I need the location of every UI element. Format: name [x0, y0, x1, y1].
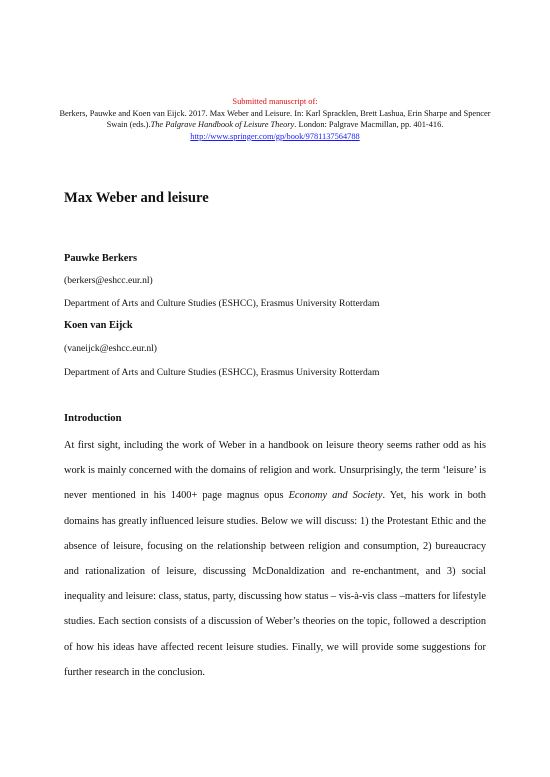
author-affiliation: Department of Arts and Culture Studies (ESHCC), Erasmus University Rotterdam: [64, 367, 380, 378]
citation-book-title: The Palgrave Handbook of Leisure Theory: [150, 120, 295, 129]
author-affiliation: Department of Arts and Culture Studies (ESHCC), Erasmus University Rotterdam: [64, 298, 380, 309]
paper-title: Max Weber and leisure: [64, 190, 209, 206]
submission-header: [50, 96, 500, 142]
paragraph-text-a: At first sight, including the work of Weber in a handbook on leisure theory seems rather odd as his work is mainly concerned with the domains of religion and work. Unsurprisingly, the term ‘leisure’ is never mentioned in his 1400+ page magnus opus: [64, 440, 486, 502]
book-link[interactable]: http://www.springer.com/gp/book/9781137564788: [190, 131, 360, 141]
paragraph-text-b: . Yet, his work in both domains has greatly influenced leisure studies. Below we will discuss: 1) the Protestant Ethic and the absence of leisure, focusing on the relationship between religion and consumption, 2) bureaucracy and rationalization of leisure, discussing McDonaldization and re-enchantment, and 3) social inequality and leisure: class, status, party, discussing how status – vis-à-vis class –matters for lifestyle studies. Each section consists of a discussion of Weber’s theories on the topic, followed a description of how his ideas have affected recent leisure studies. Finally, we will provide some suggestions for further research in the conclusion.: [64, 490, 486, 678]
section-heading: Introduction: [64, 413, 122, 424]
author-email: (berkers@eshcc.eur.nl): [64, 275, 153, 286]
author-name: Koen van Eijck: [64, 320, 133, 331]
citation-publisher: . London: Palgrave Macmillan, pp. 401-416.: [294, 120, 444, 129]
paragraph-book-title: Economy and Society: [288, 490, 383, 502]
author-name: Pauwke Berkers: [64, 253, 138, 264]
author-email: (vaneijck@eshcc.eur.nl): [64, 343, 158, 354]
body-paragraph: [64, 433, 486, 685]
submission-note: Submitted manuscript of:: [232, 97, 318, 106]
citation-text: Berkers, Pauwke and Koen van Eijck. 2017. Max Weber and Leisure. In: Karl Spracklen, Brett Lashua, Erin Sharpe and Spencer Swain (eds.).: [59, 108, 491, 129]
citation: [50, 108, 500, 131]
